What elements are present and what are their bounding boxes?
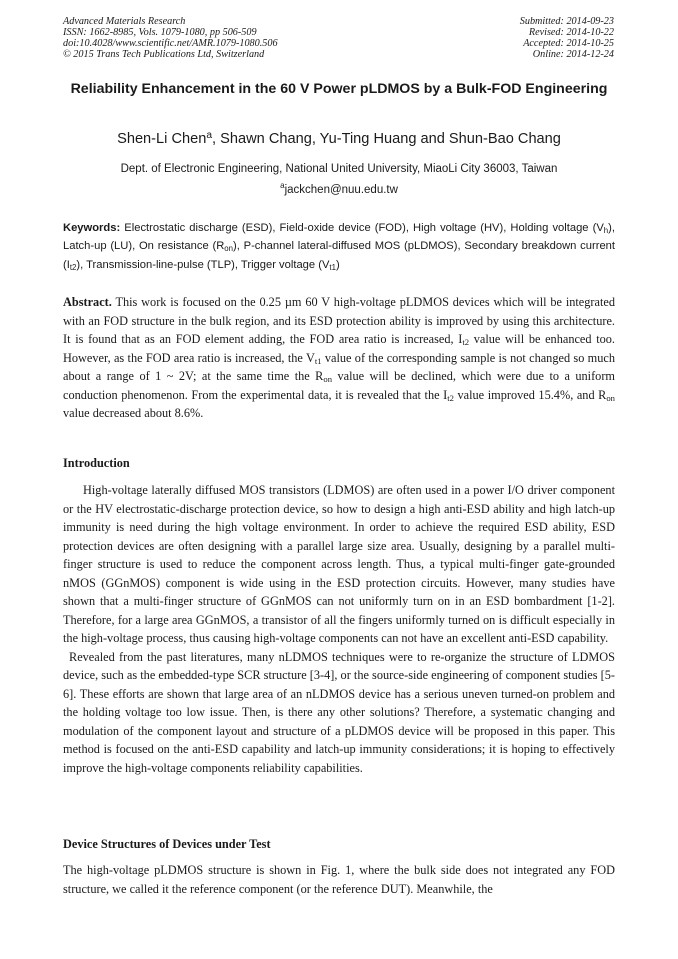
keywords-text-4: ), Transmission-line-pulse (TLP), Trigger voltage (V <box>76 258 330 271</box>
journal-header-right <box>520 16 614 60</box>
journal-header-left <box>63 16 278 60</box>
introduction-paragraph-1: High-voltage laterally diffused MOS transistors (LDMOS) are often used in a power I/O driver component or the HV electrostatic-discharge protection device, so how to design a high anti-ESD ability and high latch-up immunity is need during the high voltage environment. In order to achieve the required ESD ability, ESD protection devices are often designing with a parallel large size area. Usually, designing by a parallel multi-finger structure is used to reduce the component across length. Thus, a typical multi-finger gate-grounded nMOS (GGnMOS) component is wide using in the ESD protection circuits. However, many studies have shown that a multi-finger structure of GGnMOS can not uniformly turn on in an ESD bombardment [1-2]. Therefore, for a large area GGnMOS, a transistor of all the fingers uniformly turned on is difficult especially in the high-voltage process, thus causing high-voltage components can not have an excellent anti-ESD capability. <box>63 483 615 645</box>
abstract-text-1: This work is focused on the 0.25 µm 60 V high-voltage pLDMOS devices which will be integrated with an FOD structure in the bulk region, and its ESD protection ability is improved by using this architecture. It is found that as an FOD element adding, the FOD area ratio is increased, I <box>63 295 615 346</box>
paper-title: Reliability Enhancement in the 60 V Power pLDMOS by a Bulk-FOD Engineering <box>70 81 608 97</box>
online-date: Online: 2014-12-24 <box>532 49 614 60</box>
email-line <box>63 181 615 196</box>
keywords-text-3: ), P-channel lateral-diffused MOS (pLDMOS), Secondary breakdown current (I <box>63 240 615 271</box>
introduction-body <box>63 481 615 777</box>
abstract-label: Abstract. <box>63 295 112 309</box>
issn-line: ISSN: 1662-8985, Vols. 1079-1080, pp 506-509 <box>63 27 257 38</box>
abstract-block <box>63 293 615 423</box>
abstract-sub-3: on <box>323 374 332 384</box>
copyright-line: © 2015 Trans Tech Publications Ltd, Switzerland <box>63 49 265 60</box>
other-authors: , Shawn Chang, Yu-Ting Huang and Shun-Bao Chang <box>212 131 561 147</box>
first-author: Shen-Li Chen <box>117 131 207 147</box>
keywords-text-2: ), Latch-up (LU), On resistance (R <box>63 222 615 253</box>
email-address[interactable]: jackchen@nuu.edu.tw <box>284 184 398 196</box>
keywords-text-1: Electrostatic discharge (ESD), Field-oxide device (FOD), High voltage (HV), Holding voltage (V <box>120 222 604 234</box>
author-list <box>63 131 615 147</box>
journal-name: Advanced Materials Research <box>63 16 186 27</box>
doi-line: doi:10.4028/www.scientific.net/AMR.1079-1080.506 <box>63 38 278 49</box>
device-structures-heading: Device Structures of Devices under Test <box>63 837 271 851</box>
introduction-heading: Introduction <box>63 456 130 470</box>
keywords-sub-1: h <box>603 226 609 235</box>
abstract-sub-1: t2 <box>462 337 470 347</box>
device-structures-paragraph: The high-voltage pLDMOS structure is shown in Fig. 1, where the bulk side does not integrated any FOD structure, we called it the reference component (or the reference DUT). Meanwhile, the <box>63 863 615 896</box>
accepted-date: Accepted: 2014-10-25 <box>523 38 614 49</box>
introduction-paragraph-2: Revealed from the past literatures, many nLDMOS techniques were to re-organize the structure of LDMOS device, such as the embedded-type SCR structure [3-4], or the source-side engineering of component studies [5-6]. These efforts are shown that large area of an nLDMOS device has a serious uneven turned-on problem and the holding voltage too low issue. Then, is there any other solutions? Therefore, a systematic changing and modulation of the component layout and structure of a pLDMOS device will be proposed in this paper. This method is focused on the anti-ESD capability and latch-up immunity considerations; it is hoping to effectively improve the high-voltage components reliability capabilities. <box>63 649 615 775</box>
first-author-sup: a <box>206 130 213 141</box>
abstract-text-5: value improved 15.4%, and R <box>453 387 607 402</box>
keywords-sub-4: t1 <box>329 262 336 272</box>
abstract-text-6: value decreased about 8.6%. <box>63 406 204 420</box>
keywords-text-5: ) <box>335 258 340 271</box>
abstract-sub-2: t1 <box>314 355 322 366</box>
keywords-block <box>63 219 615 274</box>
keywords-sub-3: t2 <box>69 262 77 272</box>
abstract-sub-5: on <box>606 392 615 403</box>
keywords-sub-2: on <box>224 244 233 254</box>
abstract-text-2: value will be enhanced too. However, as the FOD area ratio is increased, the V <box>63 332 615 365</box>
affiliation: Dept. of Electronic Engineering, National United University, MiaoLi City 36003, Taiwan <box>120 163 558 175</box>
abstract-text-3: value of the corresponding sample is not changed so much about a range of 1 ~ 2V; at the same time the R <box>63 350 615 383</box>
revised-date: Revised: 2014-10-22 <box>528 27 614 38</box>
submitted-date: Submitted: 2014-09-23 <box>519 16 614 27</box>
keywords-label: Keywords: <box>63 222 121 234</box>
abstract-sub-4: t2 <box>447 392 454 403</box>
abstract-text-4: value will be declined, which were due to a uniform conduction phenomenon. From the experimental data, it is revealed that the I <box>63 369 615 402</box>
email-sup: a <box>280 181 285 190</box>
